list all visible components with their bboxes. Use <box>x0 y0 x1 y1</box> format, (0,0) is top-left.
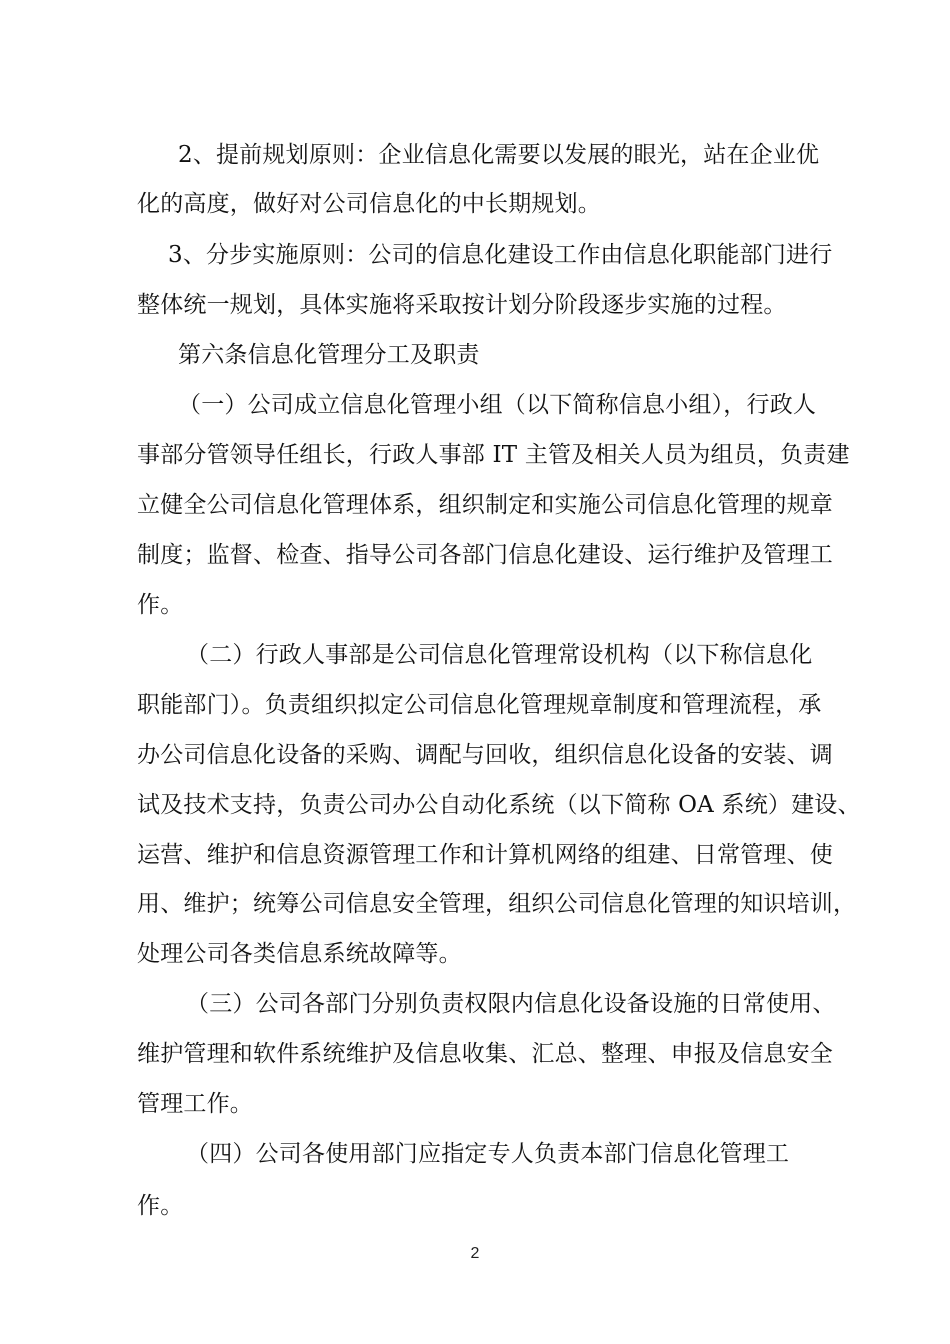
text-line: 办公司信息化设备的采购、调配与回收，组织信息化设备的安装、调 <box>137 742 833 768</box>
page-number: 2 <box>470 1245 480 1262</box>
text-line: 事部分管领导任组长，行政人事部 IT 主管及相关人员为组员，负责建 <box>137 442 850 468</box>
text-line: 立健全公司信息化管理体系，组织制定和实施公司信息化管理的规章 <box>137 492 833 518</box>
text-line: （三）公司各部门分别负责权限内信息化设备设施的日常使用、 <box>186 991 836 1017</box>
text-line: （四）公司各使用部门应指定专人负责本部门信息化管理工 <box>186 1141 790 1167</box>
text-line: 作。 <box>137 592 184 618</box>
text-line: 作。 <box>137 1193 184 1219</box>
text-line: 制度；监督、检查、指导公司各部门信息化建设、运行维护及管理工 <box>137 542 833 568</box>
section-heading: 第六条信息化管理分工及职责 <box>178 342 480 368</box>
text-line: （二）行政人事部是公司信息化管理常设机构（以下称信息化 <box>186 642 813 668</box>
text-line: 试及技术支持，负责公司办公自动化系统（以下简称 OA 系统）建设、 <box>137 792 861 818</box>
text-line: 管理工作。 <box>137 1091 253 1117</box>
text-line: （一）公司成立信息化管理小组（以下简称信息小组），行政人 <box>178 392 817 418</box>
text-line: 处理公司各类信息系统故障等。 <box>137 941 462 967</box>
text-line: 用、维护；统筹公司信息安全管理，组织公司信息化管理的知识培训， <box>137 891 857 917</box>
text-line: 维护管理和软件系统维护及信息收集、汇总、整理、申报及信息安全 <box>137 1041 833 1067</box>
text-line: 3、分步实施原则：公司的信息化建设工作由信息化职能部门进行 <box>168 242 833 268</box>
text-line: 职能部门）。负责组织拟定公司信息化管理规章制度和管理流程，承 <box>137 692 822 718</box>
text-line: 运营、维护和信息资源管理工作和计算机网络的组建、日常管理、使 <box>137 842 833 868</box>
text-line: 化的高度，做好对公司信息化的中长期规划。 <box>137 191 601 217</box>
text-line: 2、提前规划原则：企业信息化需要以发展的眼光，站在企业优 <box>178 142 820 168</box>
text-line: 整体统一规划，具体实施将采取按计划分阶段逐步实施的过程。 <box>137 292 787 318</box>
